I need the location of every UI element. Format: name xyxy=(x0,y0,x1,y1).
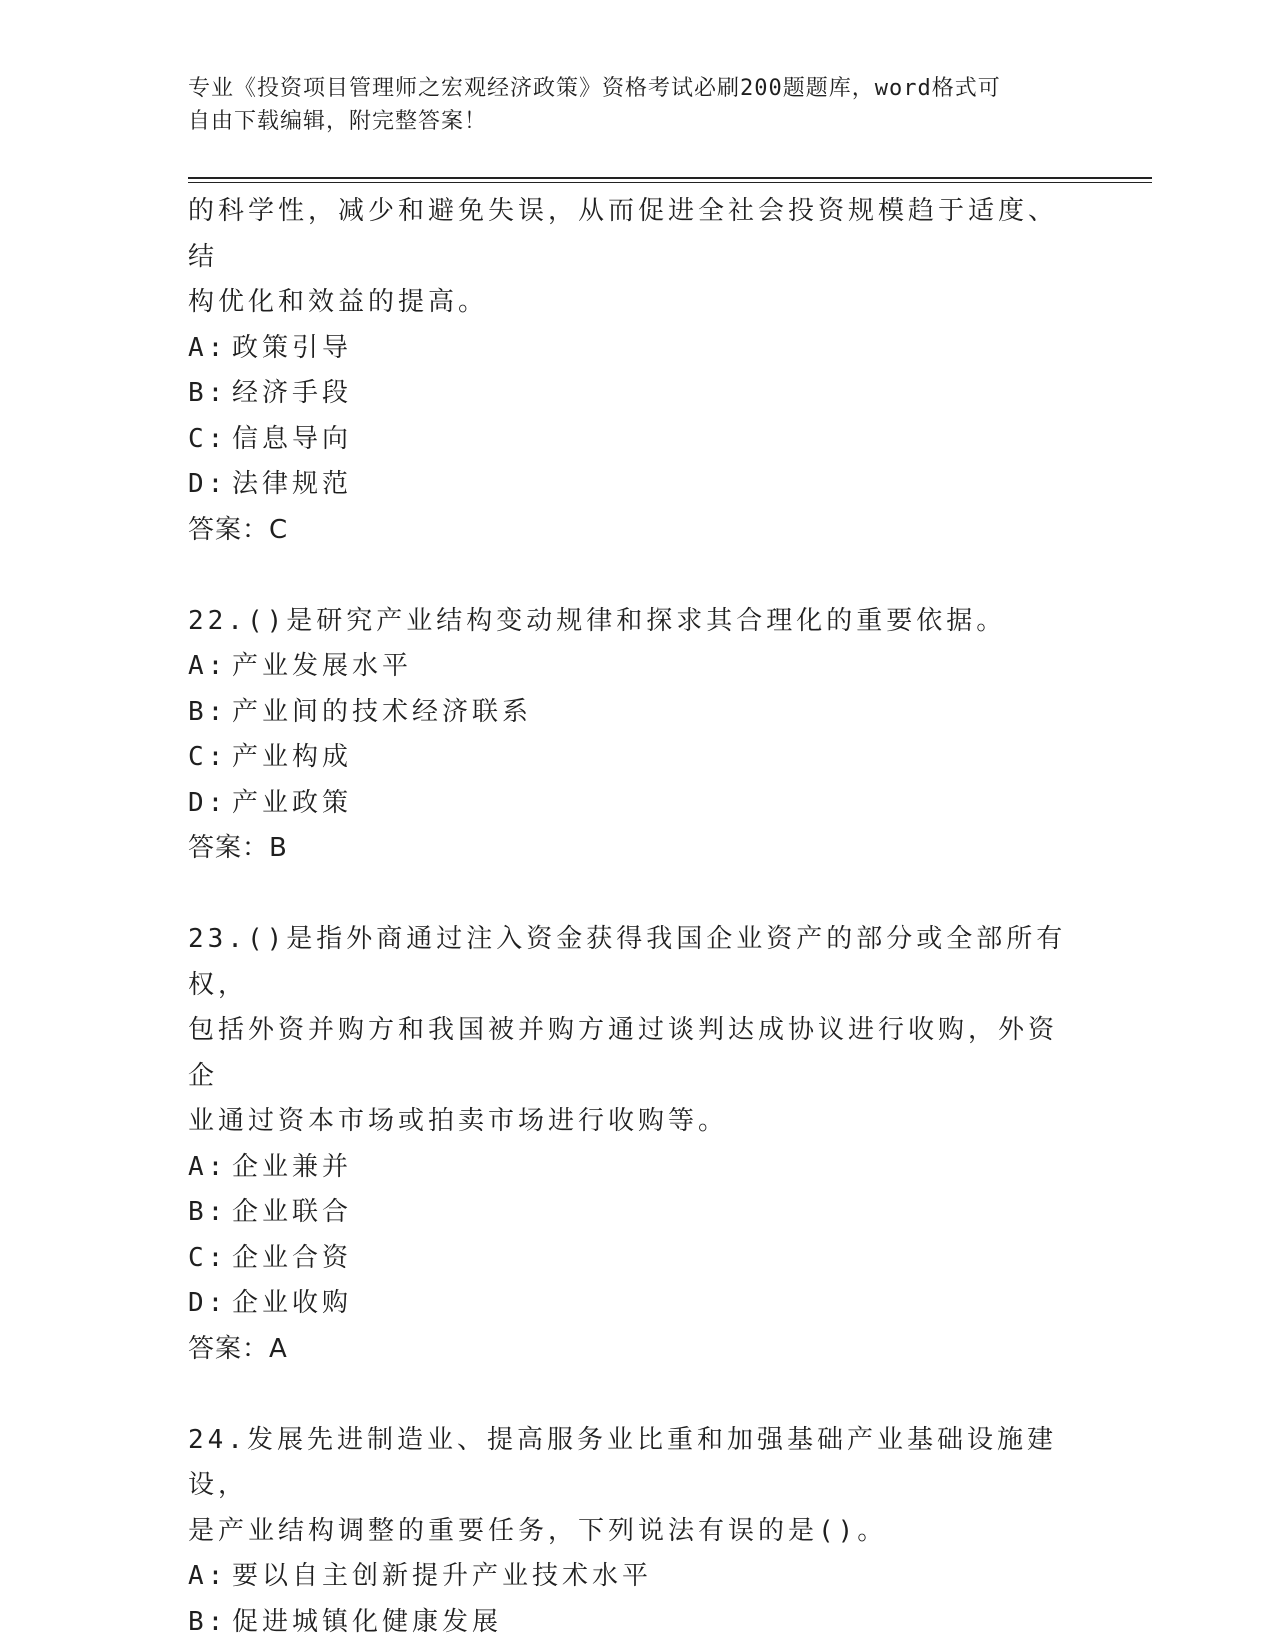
option-b xyxy=(188,1190,1078,1236)
option-a xyxy=(188,1145,1078,1191)
option-text: 经济手段 xyxy=(232,378,353,408)
question-stem-line: 22.()是研究产业结构变动规律和探求其合理化的重要依据。 xyxy=(188,605,1007,636)
option-c xyxy=(188,735,1078,781)
option-d xyxy=(188,781,1078,827)
option-text: 企业收购 xyxy=(232,1288,353,1318)
header-divider-thin xyxy=(188,182,1152,183)
option-b xyxy=(188,690,1078,736)
option-text: 企业合资 xyxy=(232,1242,353,1273)
question-22 xyxy=(188,599,1078,872)
option-text: 产业间的技术经济联系 xyxy=(232,696,533,727)
option-text: 要以自主创新提升产业技术水平 xyxy=(232,1561,653,1591)
option-b xyxy=(188,1600,1078,1646)
question-21 xyxy=(188,189,1078,553)
question-spacer xyxy=(188,553,1078,599)
question-stem-line: 的科学性，减少和避免失误，从而促进全社会投资规模趋于适度、结 xyxy=(188,196,1059,272)
option-text: 产业发展水平 xyxy=(232,651,413,681)
option-key: B: xyxy=(188,1606,228,1637)
option-text: 企业兼并 xyxy=(232,1151,353,1182)
question-23-stem xyxy=(188,917,1078,1145)
option-d xyxy=(188,1281,1078,1327)
question-stem-line: 业通过资本市场或拍卖市场进行收购等。 xyxy=(188,1106,729,1136)
option-c xyxy=(188,417,1078,463)
question-stem-line: 包括外资并购方和我国被并购方通过谈判达成协议进行收购，外资企 xyxy=(188,1015,1059,1091)
question-21-stem-continued xyxy=(188,189,1078,326)
option-a xyxy=(188,326,1078,372)
option-c xyxy=(188,1236,1078,1282)
header-divider-thick xyxy=(188,177,1152,179)
option-key: C: xyxy=(188,423,228,454)
option-text: 法律规范 xyxy=(232,469,353,499)
answer-line: 答案：C xyxy=(188,514,289,545)
question-spacer xyxy=(188,1372,1078,1418)
option-key: A: xyxy=(188,1151,228,1182)
option-b xyxy=(188,371,1078,417)
option-key: A: xyxy=(188,332,228,363)
answer-line: 答案：B xyxy=(188,833,288,863)
question-24-stem xyxy=(188,1418,1078,1555)
option-key: B: xyxy=(188,696,228,727)
option-a xyxy=(188,1554,1078,1600)
header-title-line-1: 专业《投资项目管理师之宏观经济政策》资格考试必刷200题题库，word格式可 xyxy=(188,76,1001,101)
header-title-line-2: 自由下载编辑，附完整答案！ xyxy=(188,109,488,134)
question-stem-line: 是产业结构调整的重要任务，下列说法有误的是()。 xyxy=(188,1515,888,1546)
option-key: D: xyxy=(188,1288,228,1318)
option-key: A: xyxy=(188,1561,228,1591)
question-stem-line: 24.发展先进制造业、提高服务业比重和加强基础产业基础设施建设， xyxy=(188,1424,1057,1500)
option-key: D: xyxy=(188,469,228,499)
question-24 xyxy=(188,1418,1078,1646)
option-key: B: xyxy=(188,378,228,408)
option-a xyxy=(188,644,1078,690)
question-23 xyxy=(188,917,1078,1372)
option-text: 信息导向 xyxy=(232,423,353,454)
option-text: 产业政策 xyxy=(232,787,353,818)
option-key: A: xyxy=(188,651,228,681)
option-text: 产业构成 xyxy=(232,742,353,772)
option-key: C: xyxy=(188,1242,228,1273)
answer-line: 答案：A xyxy=(188,1333,288,1364)
question-stem-line: 23.()是指外商通过注入资金获得我国企业资产的部分或全部所有权， xyxy=(188,924,1067,1000)
option-text: 政策引导 xyxy=(232,332,353,363)
option-key: D: xyxy=(188,787,228,818)
question-list xyxy=(188,189,1078,1645)
option-key: B: xyxy=(188,1197,228,1227)
option-d xyxy=(188,462,1078,508)
document-header xyxy=(188,72,1068,138)
question-stem-line: 构优化和效益的提高。 xyxy=(188,287,489,317)
option-key: C: xyxy=(188,742,228,772)
option-text: 促进城镇化健康发展 xyxy=(232,1606,503,1637)
option-text: 企业联合 xyxy=(232,1197,353,1227)
question-22-stem xyxy=(188,599,1078,645)
question-spacer xyxy=(188,872,1078,918)
